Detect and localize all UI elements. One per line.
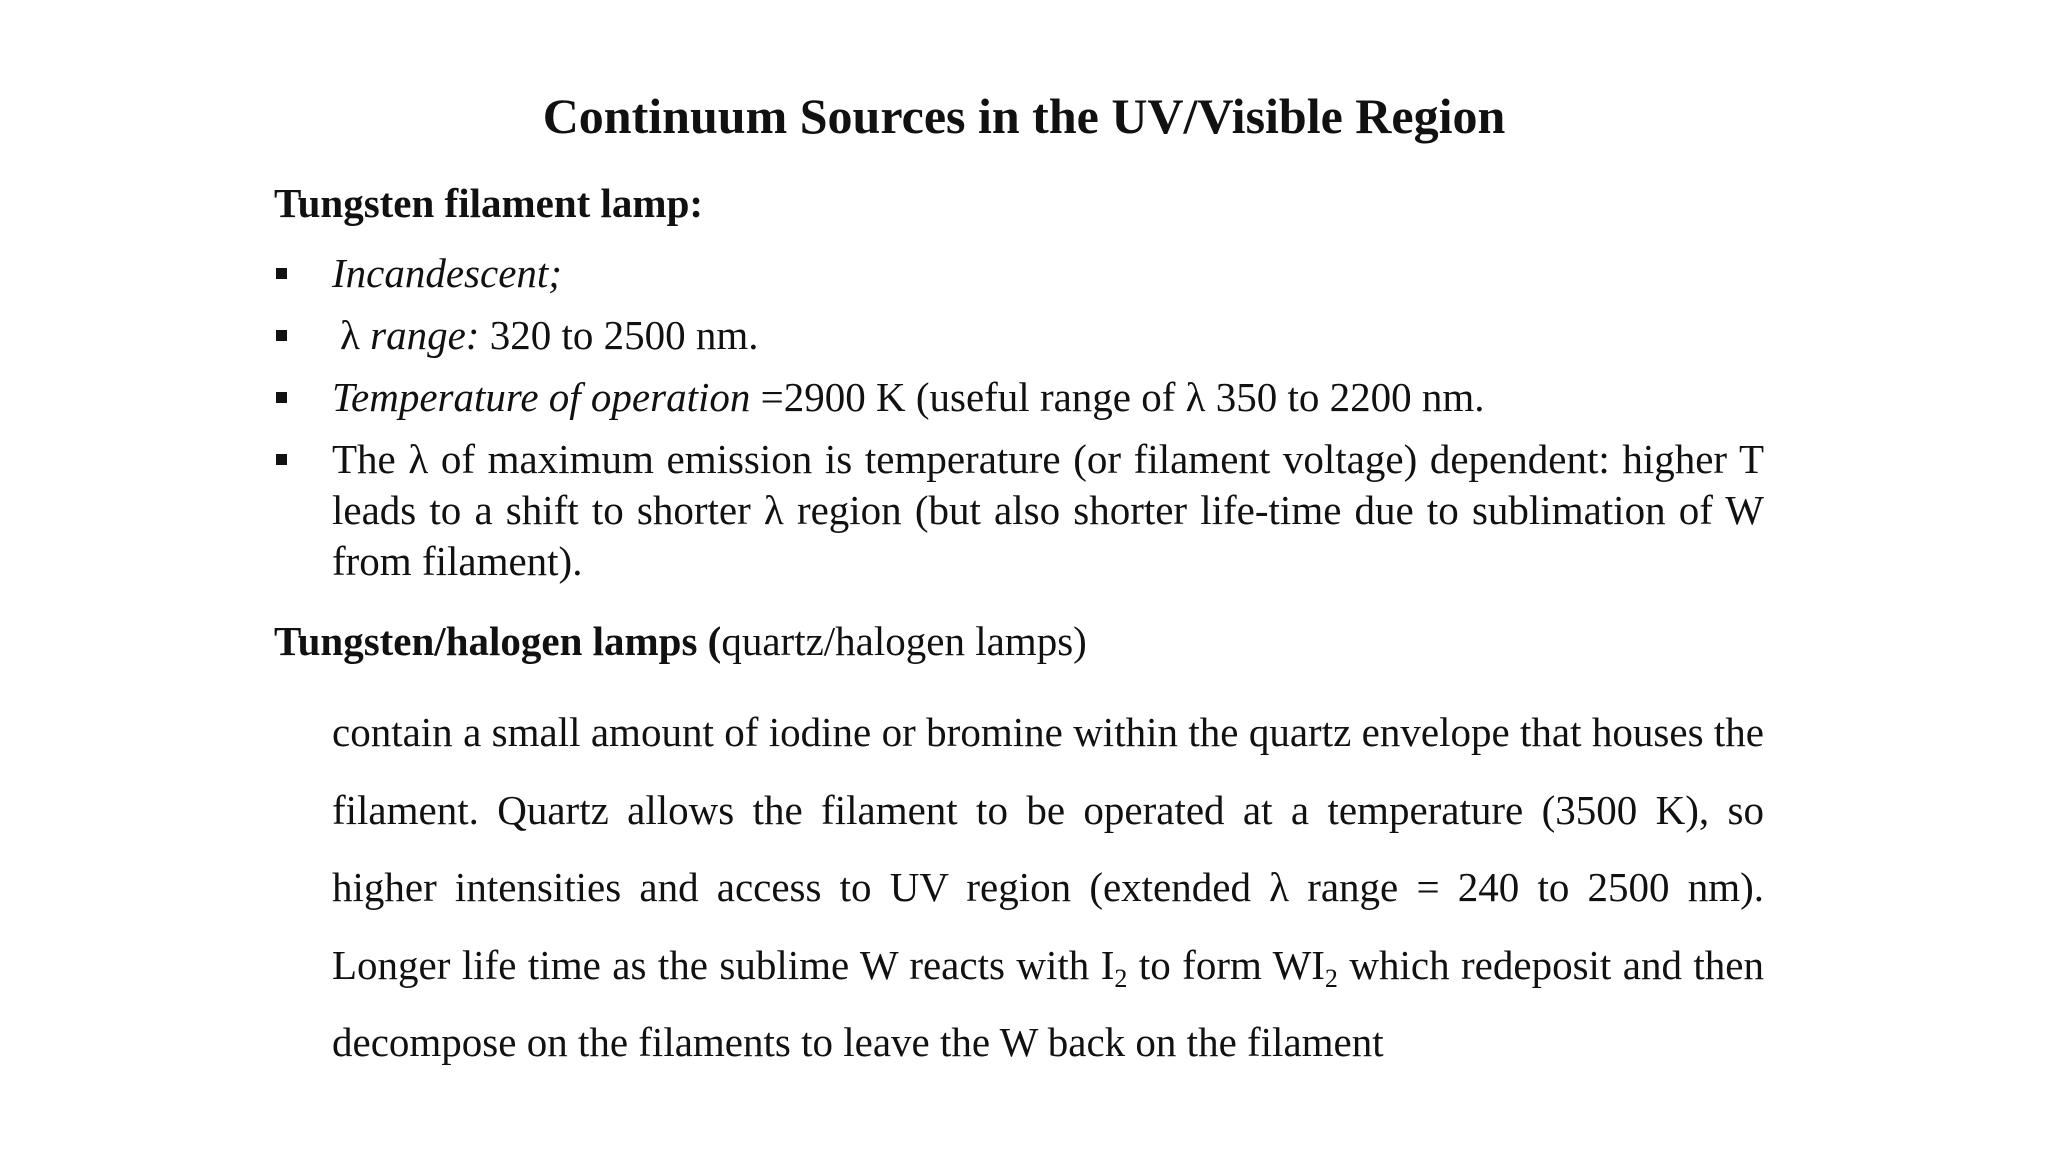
square-bullet-icon <box>276 454 287 465</box>
subscript: 2 <box>1114 963 1128 993</box>
halogen-lamp-paragraph <box>332 694 1764 1082</box>
section-heading-tungsten-halogen-lamps <box>274 616 1087 666</box>
section-heading-bold-text: Tungsten/halogen lamps ( <box>274 618 722 664</box>
section-heading-tungsten-filament-lamp <box>274 178 703 228</box>
bullet-text: The λ of maximum emission is temperature (or filament voltage) dependent: higher T leads to a shift to shorter λ region (but also shorter life-time due to sublimation of W from filament). <box>332 436 1764 584</box>
lambda-symbol: λ <box>340 312 360 358</box>
bullet-italic-text: Temperature of operation <box>332 374 751 420</box>
bullet-item-wavelength-range <box>274 310 1764 361</box>
bullet-item-maximum-emission <box>274 434 1764 587</box>
paragraph-text: to form WI <box>1127 941 1325 988</box>
bullet-item-temperature-of-operation <box>274 372 1764 423</box>
square-bullet-icon <box>276 392 287 403</box>
slide-title: Continuum Sources in the UV/Visible Region <box>542 88 1506 144</box>
bullet-italic-text: range: <box>359 312 480 358</box>
section-heading-normal-text: quartz/halogen lamps) <box>721 618 1087 664</box>
bullet-list <box>274 248 1764 598</box>
square-bullet-icon <box>276 268 287 279</box>
square-bullet-icon <box>276 330 287 341</box>
paragraph-text: contain a small amount of iodine or bromine within the quartz envelope that houses the filament. Quartz allows the filament to be operated at a temperature (3500 K), so higher intensities and access to UV region (extended λ range = 240 to 2500 nm). Longer life time as the sublime W reacts with I <box>332 709 1764 988</box>
paragraph-text: which redeposit and then decompose on the filaments to leave the W back on the filament <box>332 941 1764 1065</box>
bullet-italic-text: Incandescent; <box>332 250 562 296</box>
subscript: 2 <box>1324 963 1338 993</box>
bullet-text: 320 to 2500 nm. <box>479 312 759 358</box>
bullet-text: =2900 K (useful range of λ 350 to 2200 nm. <box>750 374 1485 420</box>
section-heading-text: Tungsten filament lamp: <box>274 180 704 226</box>
bullet-item-incandescent <box>274 248 1764 299</box>
